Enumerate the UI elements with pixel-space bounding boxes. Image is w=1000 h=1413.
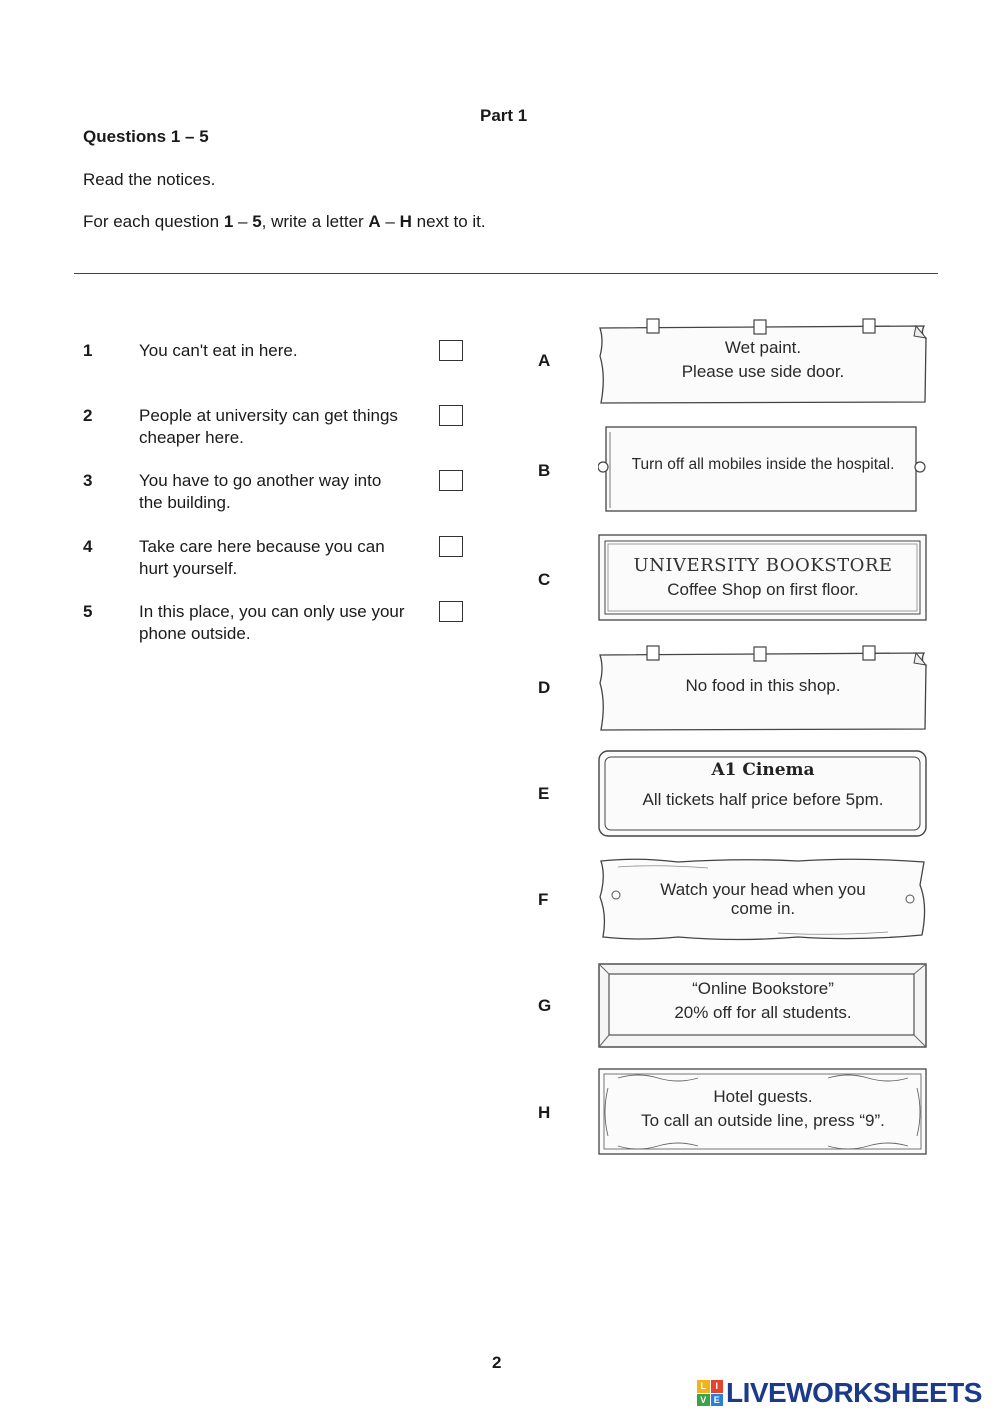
notice-sign-c [598, 534, 928, 622]
question-number: 4 [83, 537, 93, 556]
notice-sign-f [598, 855, 928, 943]
question-number: 1 [83, 341, 93, 360]
notice-text: No food in this shop. [685, 676, 841, 695]
answer-box-5[interactable] [439, 601, 463, 622]
read-instruction: Read the notices. [83, 170, 216, 189]
page-number: 2 [492, 1353, 502, 1372]
notice-letter: F [538, 890, 549, 909]
answer-box-2[interactable] [439, 405, 463, 426]
notice-sign-h [598, 1068, 928, 1156]
divider [74, 273, 938, 274]
brand-name: LIVEWORKSHEETS [726, 1377, 982, 1408]
question-text: In this place, you can only use your phone outside. [139, 602, 405, 643]
notice-letter: A [538, 351, 551, 370]
answer-box-1[interactable] [439, 340, 463, 361]
notice-text: Wet paint. Please use side door. [681, 338, 845, 381]
question-number: 2 [83, 406, 93, 425]
questions-title: Questions 1 – 5 [83, 127, 209, 146]
notice-sign-a [598, 316, 928, 406]
notice-letter: B [538, 461, 551, 480]
notice-letter: C [538, 570, 551, 589]
liveworksheets-logo [697, 1376, 982, 1410]
task-instruction: For each question 1 – 5, write a letter A – H next to it. [83, 212, 486, 231]
question-number: 5 [83, 602, 93, 621]
answer-box-4[interactable] [439, 536, 463, 557]
question-text: You have to go another way into the building. [139, 471, 382, 512]
notice-text: Turn off all mobiles inside the hospital. [631, 456, 895, 473]
notice-text: A1 Cinema All tickets half price before 5pm. [642, 760, 884, 809]
brand-logo-icon: L I V E [697, 1380, 723, 1406]
question-number: 3 [83, 471, 93, 490]
notice-sign-e [598, 750, 928, 838]
question-text: People at university can get things cheaper here. [139, 406, 398, 447]
notice-text: “Online Bookstore” 20% off for all students. [674, 979, 852, 1022]
answer-box-3[interactable] [439, 470, 463, 491]
notice-text: Hotel guests. To call an outside line, press “9”. [641, 1087, 885, 1130]
part-title: Part 1 [480, 106, 528, 125]
notice-sign-b [598, 424, 928, 514]
notice-sign-d [598, 643, 928, 733]
question-text: Take care here because you can hurt yourself. [139, 537, 385, 578]
notice-sign-g [598, 963, 928, 1049]
question-text: You can't eat in here. [139, 341, 298, 360]
notice-text: Watch your head when you come in. [660, 880, 866, 918]
notice-letter: G [538, 996, 552, 1015]
notice-letter: D [538, 678, 551, 697]
notice-letter: E [538, 784, 550, 803]
notice-letter: H [538, 1103, 551, 1122]
notice-text: UNIVERSITY BOOKSTORE Coffee Shop on first floor. [633, 555, 893, 599]
